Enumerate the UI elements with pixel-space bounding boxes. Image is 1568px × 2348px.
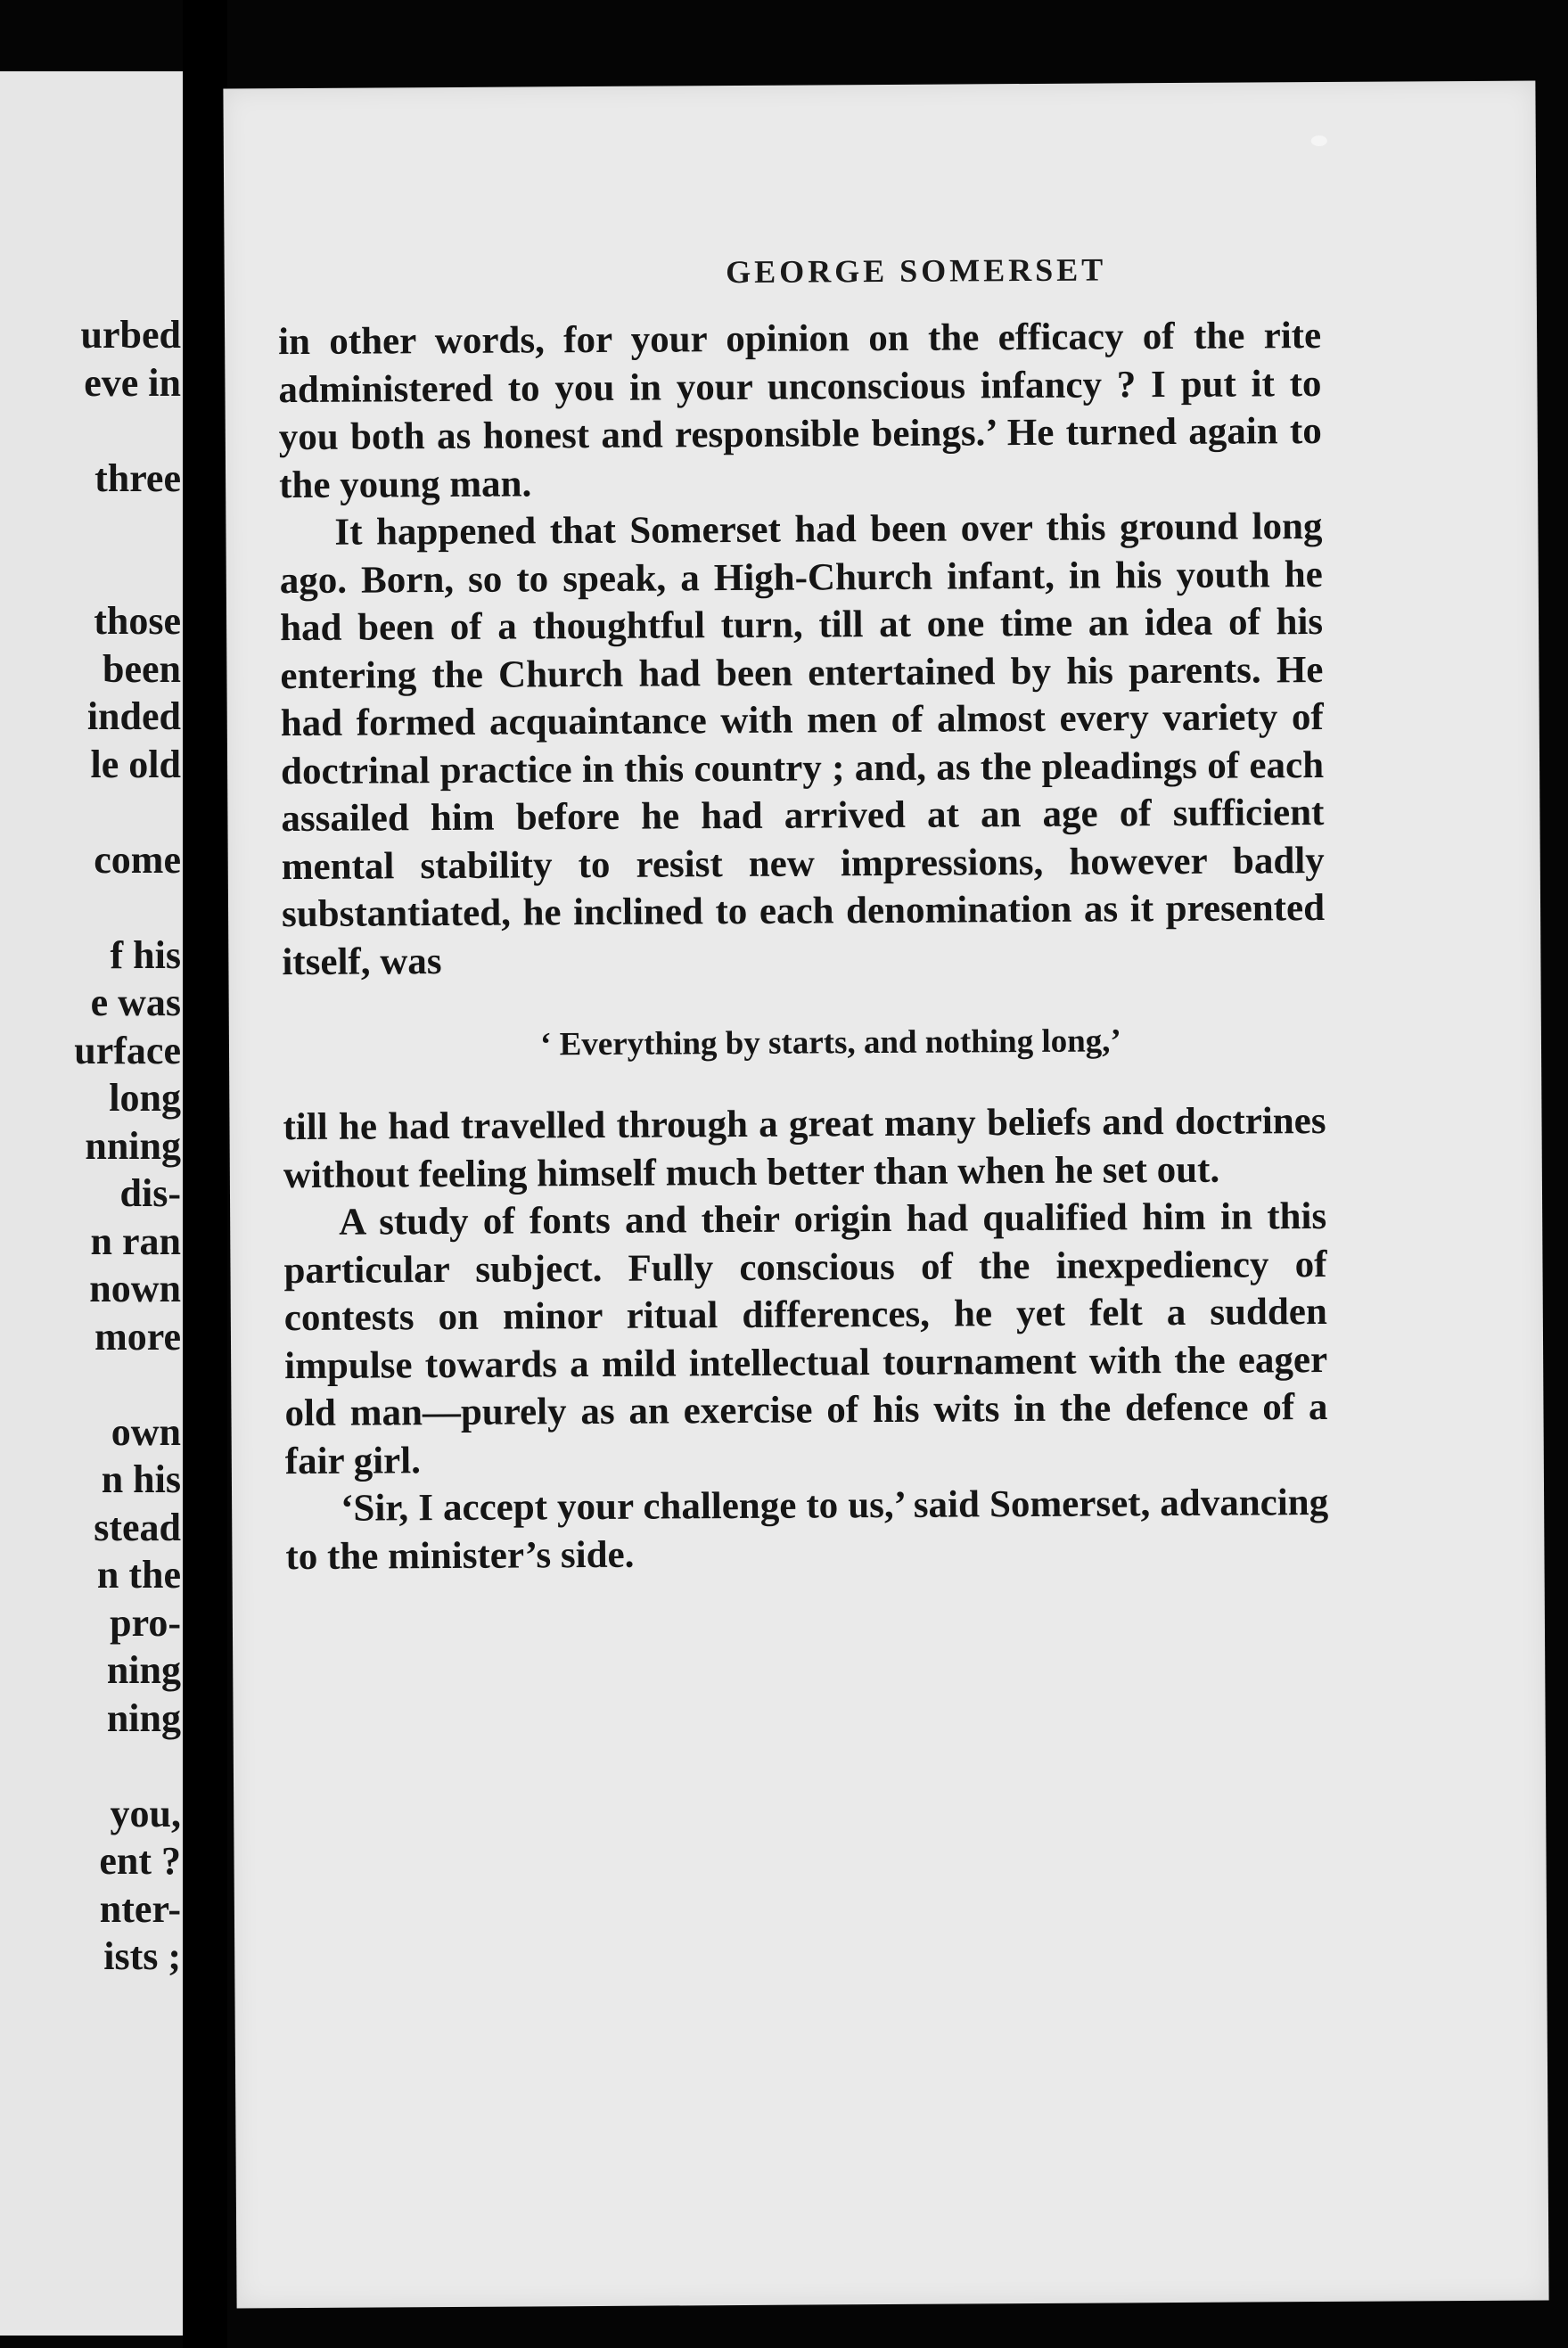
previous-page-line-fragment: urface	[74, 1028, 181, 1072]
paragraph-travelled-beliefs: till he had travelled through a great many beliefs and doctrines without feeling himself much better than when he set out.	[283, 1099, 1326, 1196]
previous-page-line-fragment: urbed	[80, 313, 181, 357]
paragraph-somerset-background: It happened that Somerset had been over this ground long ago. Born, so to speak, a High-Church infant, in his youth he had been of a thoughtful turn, till at one time an idea of his entering the Church had been entertained by his parents. He had formed acquaintance with men of almost every variety of doctrinal practice in this country ; and, as the pleadings of each assailed him before he had arrived at an age of sufficient mental stability to resist new impressions, however badly substantiated, he inclined to each denomination as it presented itself, was	[279, 505, 1326, 983]
previous-page-line-fragment: le old	[90, 742, 181, 786]
previous-page-line-fragment: pro-	[110, 1600, 181, 1645]
previous-page-line-fragment: ists ;	[103, 1934, 181, 1978]
previous-page-line-fragment: ent ?	[99, 1839, 181, 1883]
previous-page-line-fragment: come	[94, 837, 181, 882]
paragraph-accept-challenge: ‘Sir, I accept your challenge to us,’ said Somerset, advancing to the minister’s side.	[285, 1481, 1329, 1578]
previous-page-line-fragment: dis-	[119, 1171, 181, 1215]
previous-page-line-fragment: ning	[106, 1695, 181, 1740]
previous-page-line-fragment: nown	[89, 1267, 181, 1310]
paragraph-continued: in other words, for your opinion on the efficacy of the rite administered to you in your unconscious infancy ? I put it to you both as honest and responsible beings.’ He turned again to the young man.	[278, 315, 1322, 506]
previous-page-line-fragment: three	[94, 456, 181, 500]
previous-page-line-fragment: more	[94, 1314, 181, 1359]
previous-page-line-fragment: long	[109, 1076, 181, 1120]
previous-page-line-fragment: n ran	[90, 1219, 181, 1263]
previous-page-line-fragment: stead	[94, 1505, 181, 1549]
block-quote: ‘ Everything by starts, and nothing long,’	[539, 1022, 1121, 1063]
previous-page-fragment	[0, 71, 183, 2336]
previous-page-line-fragment: eve in	[84, 360, 181, 405]
previous-page-line-fragment: ning	[106, 1648, 181, 1692]
book-page	[223, 81, 1548, 2309]
previous-page-line-fragment: f his	[110, 932, 181, 977]
previous-page-line-fragment: you,	[110, 1791, 181, 1835]
running-head: GEORGE SOMERSET	[726, 251, 1107, 291]
previous-page-line-fragment: own	[111, 1409, 181, 1454]
previous-page-line-fragment: inded	[86, 694, 181, 738]
page-corner-mark	[1311, 135, 1327, 146]
previous-page-line-fragment: n his	[101, 1457, 181, 1501]
previous-page-line-fragment: e was	[90, 981, 181, 1024]
paragraph-study-of-fonts: A study of fonts and their origin had qualified him in this particular subject. Fully conscious of the inexpediency of contests on minor ritual differences, he yet felt a sudden impulse towards a mild intellectual tournament with the eager old man—purely as an exercise of his wits in the defence of a fair girl.	[283, 1195, 1328, 1482]
previous-page-line-fragment: nter-	[99, 1886, 181, 1931]
binding-gutter	[183, 0, 227, 2348]
body-text	[278, 312, 1329, 1580]
previous-page-line-fragment: those	[94, 599, 181, 643]
previous-page-line-fragment: nning	[85, 1123, 181, 1168]
previous-page-line-fragment: n the	[96, 1553, 181, 1597]
previous-page-line-fragment: been	[103, 646, 181, 691]
